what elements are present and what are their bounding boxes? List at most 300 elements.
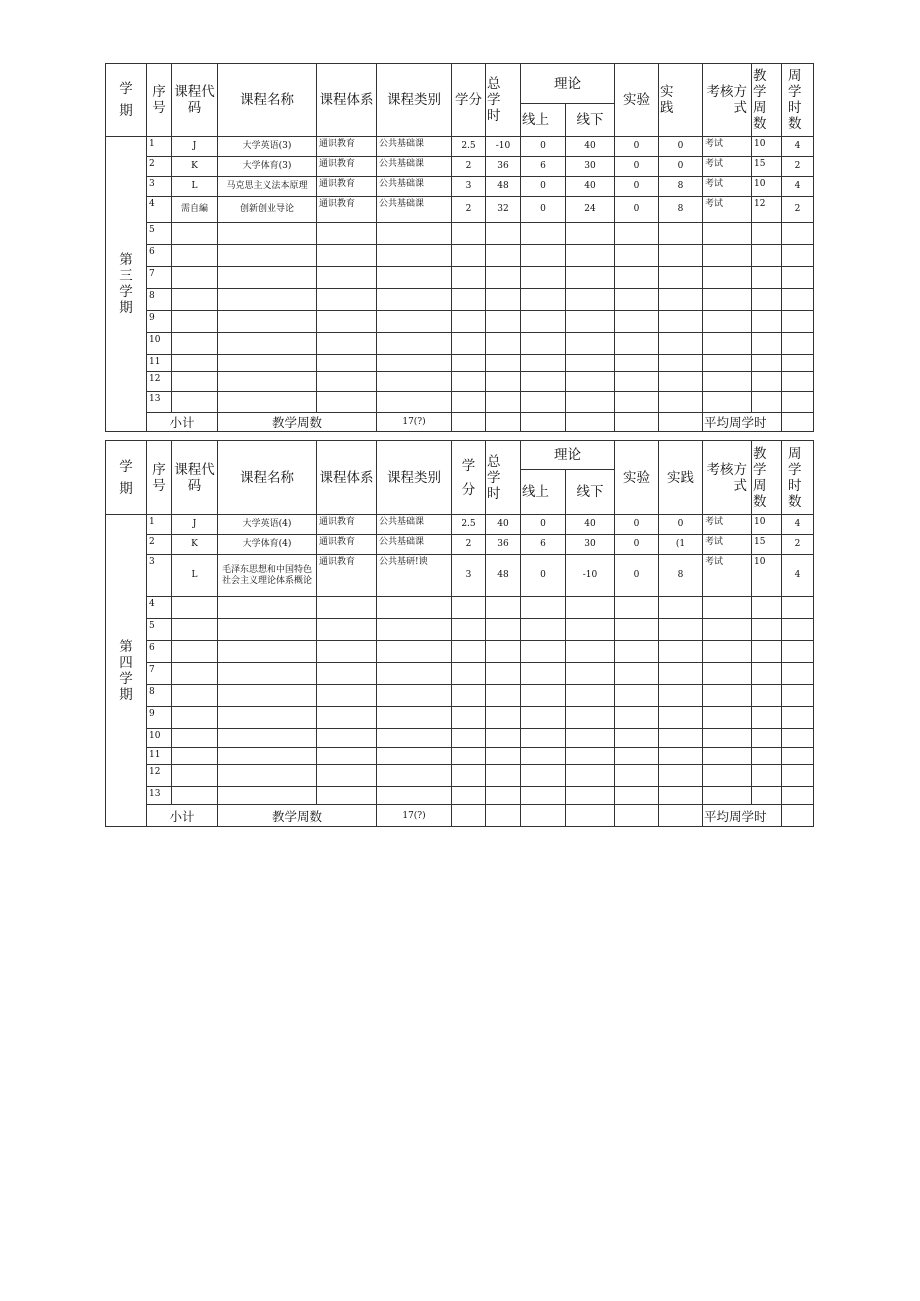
row-course-name xyxy=(218,663,317,685)
subtotal-cell xyxy=(659,805,703,827)
row-seq: 11 xyxy=(147,748,172,765)
table-row xyxy=(106,197,814,223)
row-course-name xyxy=(218,355,317,372)
table-row xyxy=(106,289,814,311)
row-online xyxy=(521,392,566,413)
row-teaching-weeks xyxy=(752,372,782,392)
row-practice: 0 xyxy=(659,157,703,177)
subtotal-cell xyxy=(452,805,486,827)
row-weekly-hours xyxy=(782,267,814,289)
row-credit: 2.5 xyxy=(452,137,486,157)
row-code xyxy=(172,707,218,729)
row-lab xyxy=(615,765,659,787)
row-teaching-weeks: 15 xyxy=(752,535,782,555)
row-practice: 8 xyxy=(659,197,703,223)
row-lab: 0 xyxy=(615,137,659,157)
subtotal-label: 小计 xyxy=(147,413,218,432)
row-total-hours xyxy=(486,245,521,267)
row-system xyxy=(317,245,377,267)
semester-label: 第 四 学 期 xyxy=(106,515,147,827)
row-credit xyxy=(452,223,486,245)
row-code: L xyxy=(172,177,218,197)
row-weekly-hours xyxy=(782,597,814,619)
row-lab xyxy=(615,787,659,805)
teaching-weeks-value: 17(?) xyxy=(377,805,452,827)
row-category xyxy=(377,748,452,765)
row-online xyxy=(521,355,566,372)
row-seq: 13 xyxy=(147,392,172,413)
row-assessment xyxy=(703,729,752,748)
row-practice xyxy=(659,729,703,748)
subtotal-cell xyxy=(452,413,486,432)
row-assessment xyxy=(703,267,752,289)
row-teaching-weeks xyxy=(752,223,782,245)
row-course-name xyxy=(218,333,317,355)
row-offline xyxy=(566,748,615,765)
row-total-hours xyxy=(486,267,521,289)
row-course-name xyxy=(218,748,317,765)
header-practice: 实践 xyxy=(659,64,703,137)
header-lab: 实验 xyxy=(615,64,659,137)
row-teaching-weeks: 10 xyxy=(752,515,782,535)
row-system: 通识教育 xyxy=(317,157,377,177)
row-online xyxy=(521,333,566,355)
row-weekly-hours xyxy=(782,663,814,685)
row-seq: 3 xyxy=(147,177,172,197)
row-category xyxy=(377,597,452,619)
row-teaching-weeks: 12 xyxy=(752,197,782,223)
row-seq: 8 xyxy=(147,289,172,311)
row-code xyxy=(172,333,218,355)
row-category: 公共基础课 xyxy=(377,177,452,197)
row-seq: 8 xyxy=(147,685,172,707)
header-teaching-weeks: 教学周数 xyxy=(752,64,782,137)
row-online xyxy=(521,597,566,619)
row-online: 0 xyxy=(521,197,566,223)
row-online: 0 xyxy=(521,177,566,197)
header-teaching-weeks: 教学周数 xyxy=(752,441,782,515)
row-code: K xyxy=(172,157,218,177)
row-teaching-weeks: 10 xyxy=(752,177,782,197)
row-course-name xyxy=(218,311,317,333)
row-weekly-hours: 4 xyxy=(782,137,814,157)
header-seq: 序号 xyxy=(147,64,172,137)
row-course-name xyxy=(218,765,317,787)
row-online xyxy=(521,707,566,729)
row-lab xyxy=(615,372,659,392)
row-course-name xyxy=(218,619,317,641)
row-total-hours xyxy=(486,392,521,413)
row-total-hours xyxy=(486,333,521,355)
row-offline xyxy=(566,392,615,413)
row-seq: 10 xyxy=(147,729,172,748)
row-category xyxy=(377,707,452,729)
table-row xyxy=(106,663,814,685)
table-row xyxy=(106,392,814,413)
row-credit xyxy=(452,267,486,289)
table-row xyxy=(106,311,814,333)
row-system xyxy=(317,787,377,805)
row-code xyxy=(172,311,218,333)
row-system: 通识教育 xyxy=(317,197,377,223)
row-lab xyxy=(615,311,659,333)
row-course-name xyxy=(218,685,317,707)
teaching-weeks-label: 教学周数 xyxy=(218,413,377,432)
row-lab: 0 xyxy=(615,197,659,223)
subtotal-label: 小计 xyxy=(147,805,218,827)
header-term xyxy=(106,64,147,137)
row-total-hours xyxy=(486,663,521,685)
row-assessment xyxy=(703,223,752,245)
row-weekly-hours xyxy=(782,641,814,663)
row-seq: 7 xyxy=(147,663,172,685)
table-row xyxy=(106,765,814,787)
header-online: 线上 xyxy=(521,470,566,515)
row-category xyxy=(377,223,452,245)
row-assessment: 考试 xyxy=(703,177,752,197)
table-row xyxy=(106,223,814,245)
row-course-name xyxy=(218,707,317,729)
row-credit xyxy=(452,765,486,787)
row-total-hours: 36 xyxy=(486,157,521,177)
header-weekly-hours: 周学时数 xyxy=(782,441,814,515)
table-row xyxy=(106,372,814,392)
row-credit xyxy=(452,355,486,372)
row-teaching-weeks xyxy=(752,707,782,729)
row-seq: 4 xyxy=(147,197,172,223)
row-weekly-hours xyxy=(782,355,814,372)
row-offline xyxy=(566,267,615,289)
row-total-hours: 40 xyxy=(486,515,521,535)
header-weekly-hours: 周学时数 xyxy=(782,64,814,137)
row-assessment: 考试 xyxy=(703,535,752,555)
row-weekly-hours xyxy=(782,392,814,413)
row-teaching-weeks xyxy=(752,355,782,372)
teaching-weeks-label: 教学周数 xyxy=(218,805,377,827)
subtotal-row xyxy=(106,805,814,827)
row-system: 通识教育 xyxy=(317,137,377,157)
row-online xyxy=(521,748,566,765)
row-category xyxy=(377,729,452,748)
row-lab xyxy=(615,289,659,311)
row-credit xyxy=(452,372,486,392)
row-practice: 8 xyxy=(659,177,703,197)
table-row xyxy=(106,707,814,729)
row-seq: 11 xyxy=(147,355,172,372)
row-practice xyxy=(659,392,703,413)
table-row xyxy=(106,729,814,748)
row-assessment: 考试 xyxy=(703,197,752,223)
row-course-name: 马克思主义法本原理 xyxy=(218,177,317,197)
row-system xyxy=(317,729,377,748)
semester-3-table xyxy=(105,63,814,432)
row-total-hours xyxy=(486,707,521,729)
row-total-hours xyxy=(486,619,521,641)
row-category xyxy=(377,787,452,805)
semester-4-table xyxy=(105,440,814,827)
header-system: 课程体系 xyxy=(317,64,377,137)
header-offline: 线下 xyxy=(566,104,615,137)
row-category xyxy=(377,333,452,355)
row-teaching-weeks xyxy=(752,748,782,765)
row-practice xyxy=(659,707,703,729)
row-credit xyxy=(452,641,486,663)
row-course-name xyxy=(218,787,317,805)
row-total-hours: 48 xyxy=(486,555,521,597)
row-system xyxy=(317,685,377,707)
avg-weekly-hours-label: 平均周学时 xyxy=(703,805,782,827)
row-system xyxy=(317,748,377,765)
row-seq: 13 xyxy=(147,787,172,805)
header-code: 课程代码 xyxy=(172,64,218,137)
row-total-hours xyxy=(486,748,521,765)
row-teaching-weeks xyxy=(752,597,782,619)
row-credit: 2 xyxy=(452,197,486,223)
header-code: 课程代码 xyxy=(172,441,218,515)
row-online: 6 xyxy=(521,157,566,177)
table-row xyxy=(106,619,814,641)
row-practice xyxy=(659,355,703,372)
row-offline xyxy=(566,245,615,267)
row-practice xyxy=(659,787,703,805)
row-system xyxy=(317,663,377,685)
row-weekly-hours: 2 xyxy=(782,157,814,177)
row-online xyxy=(521,245,566,267)
row-practice xyxy=(659,372,703,392)
subtotal-cell xyxy=(659,413,703,432)
row-course-name xyxy=(218,597,317,619)
row-credit: 2 xyxy=(452,157,486,177)
row-category xyxy=(377,267,452,289)
row-code: J xyxy=(172,515,218,535)
row-seq: 5 xyxy=(147,619,172,641)
row-course-name: 大学体育(4) xyxy=(218,535,317,555)
row-teaching-weeks xyxy=(752,245,782,267)
row-weekly-hours xyxy=(782,765,814,787)
row-credit xyxy=(452,245,486,267)
row-lab xyxy=(615,641,659,663)
row-total-hours xyxy=(486,729,521,748)
row-offline xyxy=(566,685,615,707)
row-total-hours xyxy=(486,223,521,245)
row-code xyxy=(172,685,218,707)
row-category: 公共基础课 xyxy=(377,157,452,177)
row-offline xyxy=(566,765,615,787)
row-weekly-hours xyxy=(782,787,814,805)
row-course-name xyxy=(218,245,317,267)
row-credit xyxy=(452,685,486,707)
row-assessment xyxy=(703,748,752,765)
row-practice: 0 xyxy=(659,137,703,157)
header-assessment: 考核方式 xyxy=(703,441,752,515)
subtotal-cell xyxy=(486,805,521,827)
row-category xyxy=(377,392,452,413)
header-term-text: 学期 xyxy=(119,458,133,497)
row-lab xyxy=(615,685,659,707)
row-assessment xyxy=(703,663,752,685)
table-row xyxy=(106,748,814,765)
row-code xyxy=(172,372,218,392)
row-lab: 0 xyxy=(615,535,659,555)
row-course-name xyxy=(218,729,317,748)
row-offline: 40 xyxy=(566,515,615,535)
row-category xyxy=(377,663,452,685)
row-assessment: 考试 xyxy=(703,137,752,157)
row-credit xyxy=(452,333,486,355)
row-teaching-weeks xyxy=(752,729,782,748)
row-weekly-hours: 2 xyxy=(782,197,814,223)
row-offline xyxy=(566,311,615,333)
header-lab: 实验 xyxy=(615,441,659,515)
row-practice xyxy=(659,289,703,311)
row-code: 需自編 xyxy=(172,197,218,223)
row-lab xyxy=(615,748,659,765)
row-seq: 4 xyxy=(147,597,172,619)
row-online xyxy=(521,729,566,748)
row-assessment xyxy=(703,372,752,392)
header-category: 课程类别 xyxy=(377,441,452,515)
row-seq: 1 xyxy=(147,515,172,535)
row-lab xyxy=(615,392,659,413)
row-online xyxy=(521,619,566,641)
row-course-name: 创新创业导论 xyxy=(218,197,317,223)
row-practice: 8 xyxy=(659,555,703,597)
row-offline xyxy=(566,641,615,663)
table-row xyxy=(106,157,814,177)
row-practice xyxy=(659,765,703,787)
row-lab xyxy=(615,355,659,372)
row-seq: 2 xyxy=(147,157,172,177)
row-practice xyxy=(659,267,703,289)
row-category: 公共基础课 xyxy=(377,137,452,157)
row-practice xyxy=(659,641,703,663)
row-online xyxy=(521,372,566,392)
row-assessment xyxy=(703,619,752,641)
table-row xyxy=(106,137,814,157)
row-code xyxy=(172,641,218,663)
row-lab xyxy=(615,619,659,641)
row-credit xyxy=(452,787,486,805)
row-category xyxy=(377,641,452,663)
row-course-name xyxy=(218,289,317,311)
row-course-name xyxy=(218,641,317,663)
avg-weekly-hours-value xyxy=(782,413,814,432)
row-seq: 9 xyxy=(147,311,172,333)
subtotal-cell xyxy=(615,413,659,432)
table-row xyxy=(106,245,814,267)
header-credit: 学分 xyxy=(452,64,486,137)
row-seq: 10 xyxy=(147,333,172,355)
row-credit xyxy=(452,663,486,685)
row-code xyxy=(172,245,218,267)
row-total-hours xyxy=(486,597,521,619)
row-total-hours xyxy=(486,765,521,787)
table-row xyxy=(106,641,814,663)
row-credit xyxy=(452,392,486,413)
row-teaching-weeks xyxy=(752,685,782,707)
header-total-hours: 总学时 xyxy=(486,64,521,137)
header-online: 线上 xyxy=(521,104,566,137)
header-category: 课程类别 xyxy=(377,64,452,137)
row-offline: 30 xyxy=(566,535,615,555)
header-term xyxy=(106,441,147,515)
subtotal-row xyxy=(106,413,814,432)
row-assessment xyxy=(703,641,752,663)
row-assessment xyxy=(703,765,752,787)
row-code xyxy=(172,765,218,787)
row-course-name xyxy=(218,267,317,289)
row-practice xyxy=(659,685,703,707)
header-term-text: 学期 xyxy=(119,81,133,119)
row-code xyxy=(172,223,218,245)
table-row xyxy=(106,177,814,197)
row-online: 0 xyxy=(521,515,566,535)
row-weekly-hours xyxy=(782,372,814,392)
row-system xyxy=(317,597,377,619)
row-code xyxy=(172,392,218,413)
row-online xyxy=(521,289,566,311)
row-lab xyxy=(615,729,659,748)
row-code: L xyxy=(172,555,218,597)
row-weekly-hours xyxy=(782,245,814,267)
row-teaching-weeks xyxy=(752,641,782,663)
row-total-hours: 36 xyxy=(486,535,521,555)
row-assessment: 考试 xyxy=(703,157,752,177)
row-seq: 9 xyxy=(147,707,172,729)
row-weekly-hours: 4 xyxy=(782,555,814,597)
row-assessment xyxy=(703,787,752,805)
row-category xyxy=(377,372,452,392)
row-assessment xyxy=(703,355,752,372)
row-category xyxy=(377,355,452,372)
row-code xyxy=(172,267,218,289)
row-total-hours xyxy=(486,641,521,663)
table-row xyxy=(106,555,814,597)
row-credit: 2.5 xyxy=(452,515,486,535)
row-practice xyxy=(659,597,703,619)
row-credit xyxy=(452,597,486,619)
row-system xyxy=(317,311,377,333)
row-online: 0 xyxy=(521,555,566,597)
row-lab xyxy=(615,267,659,289)
row-assessment: 考试 xyxy=(703,555,752,597)
row-system xyxy=(317,392,377,413)
row-practice xyxy=(659,245,703,267)
row-offline xyxy=(566,663,615,685)
row-weekly-hours xyxy=(782,619,814,641)
row-offline: 40 xyxy=(566,177,615,197)
row-credit xyxy=(452,311,486,333)
row-online: 6 xyxy=(521,535,566,555)
row-code xyxy=(172,289,218,311)
row-lab: 0 xyxy=(615,555,659,597)
row-system xyxy=(317,707,377,729)
row-teaching-weeks: 10 xyxy=(752,137,782,157)
row-code xyxy=(172,355,218,372)
header-assessment: 考核方式 xyxy=(703,64,752,137)
subtotal-cell xyxy=(486,413,521,432)
row-teaching-weeks xyxy=(752,765,782,787)
row-category: 公共基研!谀 xyxy=(377,555,452,597)
row-course-name: 大学英语(4) xyxy=(218,515,317,535)
row-system: 通识教育 xyxy=(317,177,377,197)
row-online: 0 xyxy=(521,137,566,157)
row-credit: 3 xyxy=(452,177,486,197)
row-credit xyxy=(452,748,486,765)
row-teaching-weeks xyxy=(752,333,782,355)
row-practice xyxy=(659,333,703,355)
row-weekly-hours xyxy=(782,685,814,707)
